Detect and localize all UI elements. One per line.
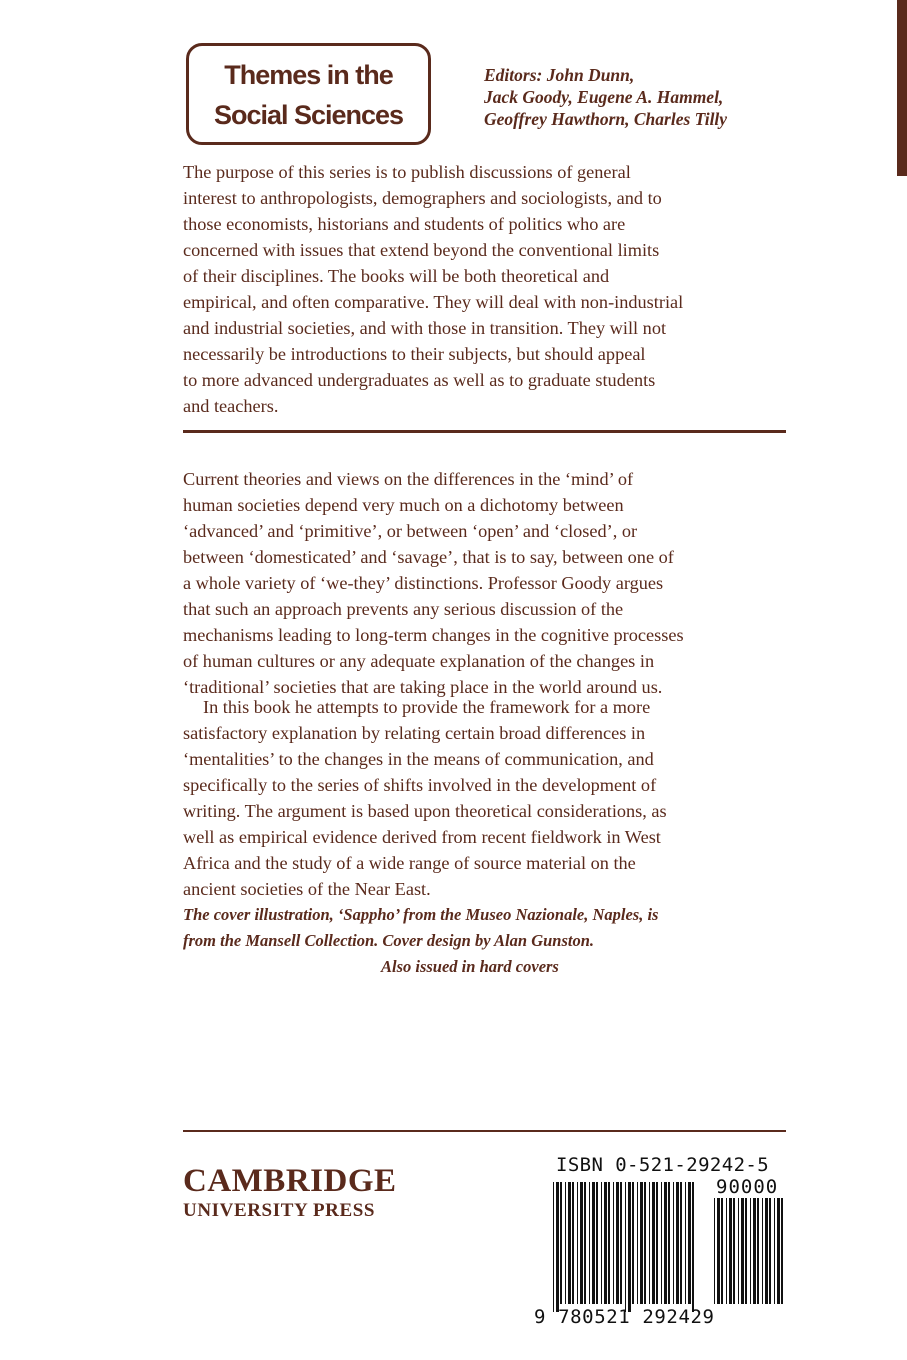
barcode-bar (608, 1182, 610, 1304)
text-line: between ‘domesticated’ and ‘savage’, that is to say, between one of (183, 547, 674, 567)
barcode-bar (560, 1182, 562, 1304)
barcode-bar (726, 1198, 727, 1304)
text-line: those economists, historians and students of politics who are (183, 214, 626, 234)
isbn-text: ISBN 0-521-29242-5 (556, 1154, 770, 1176)
barcode-bar (733, 1198, 735, 1304)
barcode-bar (664, 1182, 667, 1304)
text-line: writing. The argument is based upon theoretical considerations, as (183, 801, 667, 821)
text-line: mechanisms leading to long-term changes in the cognitive processes (183, 625, 684, 645)
barcode-bar (717, 1198, 720, 1304)
barcode-bar (781, 1198, 783, 1304)
text-line: well as empirical evidence derived from recent fieldwork in West (183, 827, 661, 847)
text-line: interest to anthropologists, demographers and sociologists, and to (183, 188, 662, 208)
barcode-bar (584, 1182, 586, 1304)
text-line: of human cultures or any adequate explanation of the changes in (183, 651, 655, 671)
text-line: satisfactory explanation by relating certain broad differences in (183, 723, 646, 743)
series-logo-box (186, 43, 431, 145)
barcode-bar (553, 1182, 554, 1312)
series-description (183, 159, 803, 419)
text-line: and industrial societies, and with those in transition. They will not (183, 318, 667, 338)
barcode-bar (565, 1182, 566, 1304)
hardcover-note: Also issued in hard covers (381, 957, 559, 976)
barcode-bar (644, 1182, 646, 1304)
barcode-bar (596, 1182, 598, 1304)
text-line: In this book he attempts to provide the framework for a more (203, 697, 651, 717)
barcode-bar (757, 1198, 759, 1304)
ean-digits: 9 780521 292429 (534, 1306, 715, 1328)
text-line: ancient societies of the Near East. (183, 879, 431, 899)
barcode-bar (765, 1198, 768, 1304)
text-line: ‘advanced’ and ‘primitive’, or between ‘open’ and ‘closed’, or (183, 521, 638, 541)
publisher-logo (183, 1162, 443, 1222)
text-line: Africa and the study of a wide range of source material on the (183, 853, 636, 873)
barcode-bar (568, 1182, 571, 1304)
publisher-press: UNIVERSITY PRESS (183, 1200, 376, 1221)
barcode-bar (774, 1198, 775, 1304)
barcode-bar (661, 1182, 662, 1304)
barcode-bar (741, 1198, 744, 1304)
divider-rule (183, 1130, 786, 1132)
barcode-bar (738, 1198, 739, 1304)
barcode-bar (601, 1182, 602, 1304)
barcode-bar (652, 1182, 655, 1304)
text-line: necessarily be introductions to their subjects, but should appeal (183, 344, 646, 364)
blurb-paragraph-1 (183, 466, 803, 700)
text-line: a whole variety of ‘we-they’ distinctions. Professor Goody argues (183, 573, 664, 593)
text-line: ‘traditional’ societies that are taking place in the world around us. (183, 677, 663, 697)
barcode-bar (572, 1182, 574, 1304)
barcode-bar (656, 1182, 658, 1304)
price-code: 90000 (716, 1176, 779, 1198)
barcode-bar (592, 1182, 595, 1304)
barcode-bar (628, 1182, 631, 1312)
text-line: to more advanced undergraduates as well as to graduate students (183, 370, 656, 390)
cover-credits (183, 902, 803, 980)
barcode-bar (685, 1182, 686, 1304)
barcode-bar (680, 1182, 682, 1304)
barcode-bar (692, 1182, 694, 1312)
barcode-bar (620, 1182, 622, 1304)
barcode-bar (637, 1182, 638, 1304)
barcode-bar (616, 1182, 619, 1304)
editors-line: Jack Goody, Eugene A. Hammel, (484, 87, 724, 107)
barcode-bar (762, 1198, 763, 1304)
credits-line: from the Mansell Collection. Cover design by Alan Gunston. (183, 931, 595, 950)
ean-barcode (553, 1182, 703, 1312)
series-title-line2: Social Sciences (213, 100, 404, 130)
barcode-bar (745, 1198, 747, 1304)
barcode-bar (688, 1182, 691, 1304)
editors-list (484, 64, 814, 130)
barcode-bar (589, 1182, 590, 1304)
barcode-bar (750, 1198, 751, 1304)
barcode-bar (729, 1198, 732, 1304)
editors-line: Geoffrey Hawthorn, Charles Tilly (484, 109, 728, 129)
barcode-bar (580, 1182, 583, 1304)
editors-line: Editors: John Dunn, (484, 65, 635, 85)
barcode-bar (649, 1182, 650, 1304)
publisher-name: CAMBRIDGE (183, 1163, 397, 1199)
barcode-bar (714, 1198, 715, 1304)
barcode-bar (673, 1182, 674, 1304)
barcode-bar (769, 1198, 771, 1304)
barcode-bar (640, 1182, 643, 1304)
barcode-bar (625, 1182, 626, 1312)
barcode-bar (753, 1198, 756, 1304)
barcode-bar (632, 1182, 634, 1304)
credits-line: The cover illustration, ‘Sappho’ from the Museo Nazionale, Naples, is (183, 905, 659, 924)
text-line: specifically to the series of shifts involved in the development of (183, 775, 657, 795)
barcode-bar (777, 1198, 780, 1304)
barcode-bar (676, 1182, 679, 1304)
spine-edge-bar (897, 0, 907, 176)
series-title-line1: Themes in the (224, 60, 393, 90)
barcode-bar (556, 1182, 559, 1312)
blurb-paragraph-2 (183, 694, 803, 902)
barcode-bar (577, 1182, 578, 1304)
addon-barcode (714, 1198, 788, 1312)
text-line: that such an approach prevents any serious discussion of the (183, 599, 624, 619)
text-line: human societies depend very much on a dichotomy between (183, 495, 624, 515)
text-line: concerned with issues that extend beyond the conventional limits (183, 240, 660, 260)
text-line: empirical, and often comparative. They will deal with non-industrial (183, 292, 684, 312)
text-line: The purpose of this series is to publish discussions of general (183, 162, 631, 182)
barcode-bar (613, 1182, 614, 1304)
text-line: ‘mentalities’ to the changes in the means of communication, and (183, 749, 654, 769)
text-line: of their disciplines. The books will be both theoretical and (183, 266, 610, 286)
text-line: and teachers. (183, 396, 279, 416)
barcode-bar (721, 1198, 723, 1304)
divider-rule (183, 430, 786, 433)
barcode-bar (604, 1182, 607, 1304)
text-line: Current theories and views on the differences in the ‘mind’ of (183, 469, 634, 489)
barcode-bar (668, 1182, 670, 1304)
